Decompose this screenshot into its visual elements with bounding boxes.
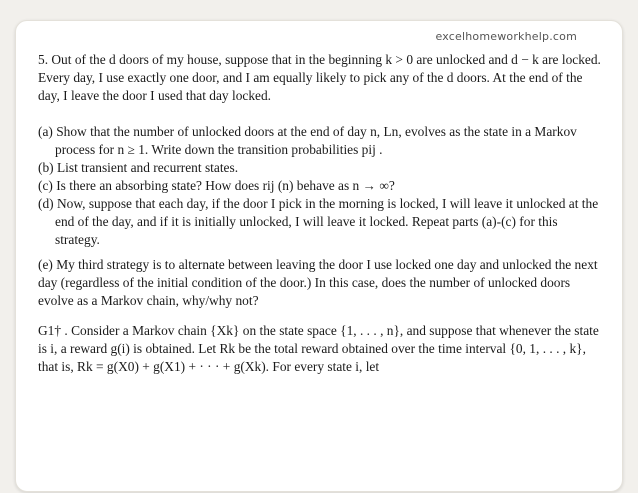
problem-g1: G1† . Consider a Markov chain {Xk} on the state space {1, . . . , n}, and suppose that whenever the state is i, a reward g(i) is obtained. Let Rk be the total reward obtained over the time interval {0, 1, . . . , k}, that is, Rk = g(X0) + g(X1) + · · · + g(Xk). For every state i, let <box>38 323 599 374</box>
part-a: (a) Show that the number of unlocked doors at the end of day n, Ln, evolves as the state in a Markov process for n ≥ 1. Write down the transition probabilities pij . <box>38 124 577 157</box>
part-e: (e) My third strategy is to alternate between leaving the door I use locked one day and unlocked the next day (regardless of the initial condition of the door.) In this case, does the number of unlocked doors evolve as a Markov chain, why/why not? <box>38 257 598 308</box>
watermark: excelhomeworkhelp.com <box>435 30 577 43</box>
part-c: (c) Is there an absorbing state? How does rij (n) behave as n → ∞? <box>38 178 395 193</box>
slide-card <box>15 20 623 492</box>
part-b: (b) List transient and recurrent states. <box>38 160 239 175</box>
part-d: (d) Now, suppose that each day, if the door I pick in the morning is locked, I will leave it unlocked at the end of the day, and if it is initially unlocked, I will leave it locked. Repeat parts (a)-(c) for this strategy. <box>38 196 599 247</box>
problem-5-intro: 5. Out of the d doors of my house, suppose that in the beginning k > 0 are unlocked and d − k are locked. Every day, I use exactly one door, and I am equally likely to pick any of the d doors. At the end of the day, I leave the door I used that day locked. <box>38 52 601 103</box>
problem-5-parts <box>38 123 604 249</box>
